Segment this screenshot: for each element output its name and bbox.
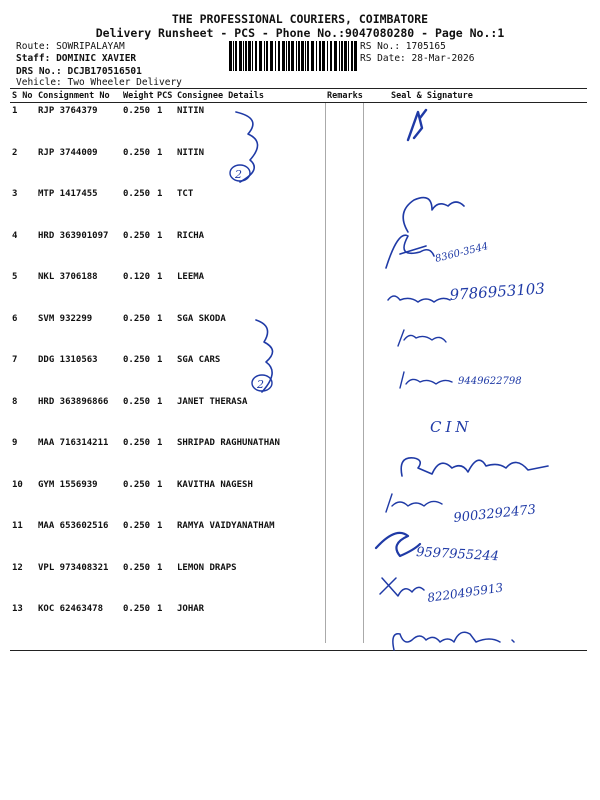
col-sno: S No	[10, 89, 36, 103]
vehicle-value: Two Wheeler Delivery	[67, 77, 182, 88]
barcode-bar	[339, 41, 340, 71]
barcode-bar	[229, 41, 232, 71]
barcode-bar	[245, 41, 247, 71]
barcode-bar	[322, 41, 325, 71]
consignment-cell: KOC 62463478	[38, 604, 104, 614]
staff-value: DOMINIC XAVIER	[56, 53, 137, 64]
weight-cell: 0.250	[123, 355, 151, 365]
signature-cell	[363, 145, 587, 187]
consignee-cell: JANET THERASA	[177, 396, 248, 407]
consignment-cell: MAA 653602516	[38, 521, 109, 531]
table-row	[10, 145, 587, 187]
consignee-cell: SHRIPAD RAGHUNATHAN	[177, 438, 280, 448]
remarks-cell	[325, 103, 363, 145]
rs-no-value: 1705165	[405, 41, 446, 52]
barcode-bar	[296, 41, 297, 71]
table-row	[10, 228, 587, 270]
barcode-bar	[264, 41, 265, 71]
pcs-cell: 1	[157, 189, 163, 199]
signature-cell	[363, 394, 587, 436]
remarks-cell	[325, 352, 363, 394]
col-remarks: Remarks	[327, 90, 363, 101]
barcode-bar	[316, 41, 317, 71]
signature-cell	[363, 311, 587, 353]
remarks-cell	[325, 435, 363, 477]
remarks-cell	[325, 560, 363, 602]
rs-no-label: RS No.:	[360, 41, 401, 52]
pcs-cell: 1	[157, 230, 163, 241]
consignee-cell: LEMON DRAPS	[177, 562, 237, 573]
pcs-cell: 1	[157, 355, 163, 365]
sno-cell: 13	[12, 604, 23, 614]
consignment-cell: VPL 973408321	[38, 562, 109, 573]
sno-cell: 12	[12, 562, 23, 573]
pcs-cell: 1	[157, 313, 163, 324]
barcode-bar	[270, 41, 273, 71]
col-consignment: Consignment No	[36, 89, 121, 103]
remarks-cell	[325, 518, 363, 560]
consignee-cell: SGA CARS	[177, 355, 221, 365]
route-line	[16, 41, 125, 52]
col-signature: Seal & Signature	[363, 89, 587, 103]
consignment-cell: HRD 363896866	[38, 396, 109, 407]
barcode-bar	[319, 41, 321, 71]
consignment-cell: DDG 1310563	[38, 355, 98, 365]
sno-cell: 8	[12, 396, 18, 407]
rs-date-line	[360, 53, 474, 64]
phone-row10: 9003292473	[452, 502, 537, 526]
weight-cell: 0.250	[123, 396, 151, 407]
consignee-cell: TCT	[177, 189, 194, 199]
weight-cell: 0.250	[123, 521, 151, 531]
sno-cell: 6	[12, 313, 18, 324]
weight-cell: 0.250	[123, 479, 151, 490]
barcode-bar	[291, 41, 294, 71]
barcode-bar	[275, 41, 276, 71]
runsheet-table	[10, 88, 587, 643]
runsheet-subtitle: Delivery Runsheet - PCS - Phone No.:9047080280 - Page No.:1	[95, 26, 505, 40]
barcode-bar	[348, 41, 349, 71]
barcode-bar	[278, 41, 280, 71]
remarks-cell	[325, 186, 363, 228]
barcode-bar	[282, 41, 285, 71]
pcs-cell: 1	[157, 106, 163, 116]
circled-two-2: 2	[257, 378, 264, 391]
consignment-cell: RJP 3744009	[38, 147, 98, 158]
weight-cell: 0.250	[123, 604, 151, 614]
consignment-cell: RJP 3764379	[38, 106, 98, 116]
staff-line	[16, 53, 136, 64]
table-bottom-rule	[10, 650, 587, 651]
phone-row11: 9597955244	[415, 545, 500, 565]
barcode-bar	[305, 41, 306, 71]
table-header-row	[10, 89, 587, 103]
pcs-cell: 1	[157, 438, 163, 448]
remarks-cell	[325, 311, 363, 353]
pcs-cell: 1	[157, 521, 163, 531]
table-row	[10, 477, 587, 519]
consignee-cell: SGA SKODA	[177, 313, 226, 324]
pcs-cell: 1	[157, 396, 163, 407]
barcode-bar	[341, 41, 343, 71]
barcode-bar	[255, 41, 257, 71]
table-row	[10, 435, 587, 477]
company-title: THE PROFESSIONAL COURIERS, COIMBATORE	[171, 12, 429, 26]
weight-cell: 0.250	[123, 147, 151, 158]
sno-cell: 2	[12, 147, 18, 158]
rs-date-label: RS Date:	[360, 53, 406, 64]
consignment-cell: MTP 1417455	[38, 189, 98, 199]
table-row	[10, 560, 587, 602]
table-row	[10, 311, 587, 353]
barcode-bar	[311, 41, 314, 71]
barcode-bar	[243, 41, 244, 71]
weight-cell: 0.250	[123, 189, 151, 199]
consignee-cell: NITIN	[177, 147, 205, 158]
consignment-cell: MAA 716314211	[38, 438, 109, 448]
staff-label: Staff:	[16, 53, 51, 64]
barcode-bar	[354, 41, 357, 71]
sno-cell: 5	[12, 272, 18, 282]
remarks-cell	[325, 477, 363, 519]
sign-row8: CIN	[430, 418, 473, 436]
sno-cell: 1	[12, 106, 18, 116]
vehicle-line	[16, 77, 182, 88]
barcode-image	[229, 41, 357, 71]
consignee-cell: LEEMA	[177, 272, 205, 282]
consignment-cell: SVM 932299	[38, 313, 93, 324]
rs-no-line	[360, 41, 446, 52]
barcode-bar	[288, 41, 290, 71]
sno-cell: 9	[12, 438, 18, 448]
barcode-bar	[301, 41, 304, 71]
sno-cell: 3	[12, 189, 18, 199]
barcode-bar	[298, 41, 300, 71]
phone-row12: 8220495913	[426, 580, 505, 605]
route-value: SOWRIPALAYAM	[56, 41, 125, 52]
weight-cell: 0.250	[123, 313, 151, 324]
signature-cell	[363, 269, 587, 311]
pcs-cell: 1	[157, 479, 163, 490]
phone-row7: 9449622798	[458, 376, 522, 387]
weight-cell: 0.250	[123, 562, 151, 573]
consignee-cell: NITIN	[177, 106, 205, 116]
vehicle-label: Vehicle:	[16, 77, 62, 88]
weight-cell: 0.250	[123, 106, 151, 116]
weight-cell: 0.250	[123, 438, 151, 448]
barcode-bar	[330, 41, 332, 71]
remarks-cell	[325, 228, 363, 270]
pcs-cell: 1	[157, 272, 163, 282]
phone-row4: 8360-3544	[434, 241, 490, 265]
signature-cell	[363, 601, 587, 643]
drs-label: DRS No.:	[16, 66, 62, 77]
table-row	[10, 269, 587, 311]
rs-date-value: 28-Mar-2026	[411, 53, 475, 64]
route-label: Route:	[16, 41, 51, 52]
barcode-bar	[235, 41, 237, 71]
col-consignee: Consignee Details	[175, 89, 325, 103]
table-row	[10, 352, 587, 394]
table-row	[10, 394, 587, 436]
sno-cell: 4	[12, 230, 18, 241]
pcs-cell: 1	[157, 604, 163, 614]
consignee-cell: KAVITHA NAGESH	[177, 479, 253, 490]
col-pcs: PCS	[155, 89, 175, 103]
consignee-cell: JOHAR	[177, 604, 205, 614]
phone-row5: 9786953103	[449, 279, 546, 304]
barcode-bar	[233, 41, 234, 71]
pcs-cell: 1	[157, 147, 163, 158]
drs-value: DCJB170516501	[67, 66, 142, 77]
sno-cell: 10	[12, 479, 23, 490]
barcode-bar	[266, 41, 268, 71]
weight-cell: 0.120	[123, 272, 151, 282]
signature-cell	[363, 518, 587, 560]
sno-cell: 11	[12, 521, 23, 531]
sno-cell: 7	[12, 355, 18, 365]
consignee-cell: RAMYA VAIDYANATHAM	[177, 521, 275, 531]
consignment-cell: HRD 363901097	[38, 230, 109, 241]
barcode-bar	[239, 41, 242, 71]
table-row	[10, 518, 587, 560]
barcode-bar	[307, 41, 309, 71]
signature-cell	[363, 477, 587, 519]
remarks-cell	[325, 601, 363, 643]
col-weight: Weight	[123, 90, 154, 101]
consignee-cell: RICHA	[177, 230, 205, 241]
signature-cell	[363, 435, 587, 477]
signature-cell	[363, 560, 587, 602]
barcode-bar	[248, 41, 251, 71]
circled-two-1: 2	[235, 168, 242, 181]
signature-cell	[363, 352, 587, 394]
barcode-bar	[286, 41, 287, 71]
drs-line	[16, 66, 142, 77]
barcode-bar	[351, 41, 353, 71]
signature-cell	[363, 103, 587, 145]
signature-cell	[363, 228, 587, 270]
remarks-cell	[325, 394, 363, 436]
barcode-bar	[252, 41, 253, 71]
table-row	[10, 601, 587, 643]
table-row	[10, 186, 587, 228]
consignment-cell: GYM 1556939	[38, 479, 98, 490]
pcs-cell: 1	[157, 562, 163, 573]
barcode-bar	[334, 41, 337, 71]
signature-cell	[363, 186, 587, 228]
remarks-cell	[325, 145, 363, 187]
barcode-bar	[344, 41, 347, 71]
consignment-cell: NKL 3706188	[38, 272, 98, 282]
remarks-cell	[325, 269, 363, 311]
barcode-bar	[327, 41, 328, 71]
barcode-bar	[259, 41, 262, 71]
table-row	[10, 103, 587, 145]
weight-cell: 0.250	[123, 230, 151, 241]
